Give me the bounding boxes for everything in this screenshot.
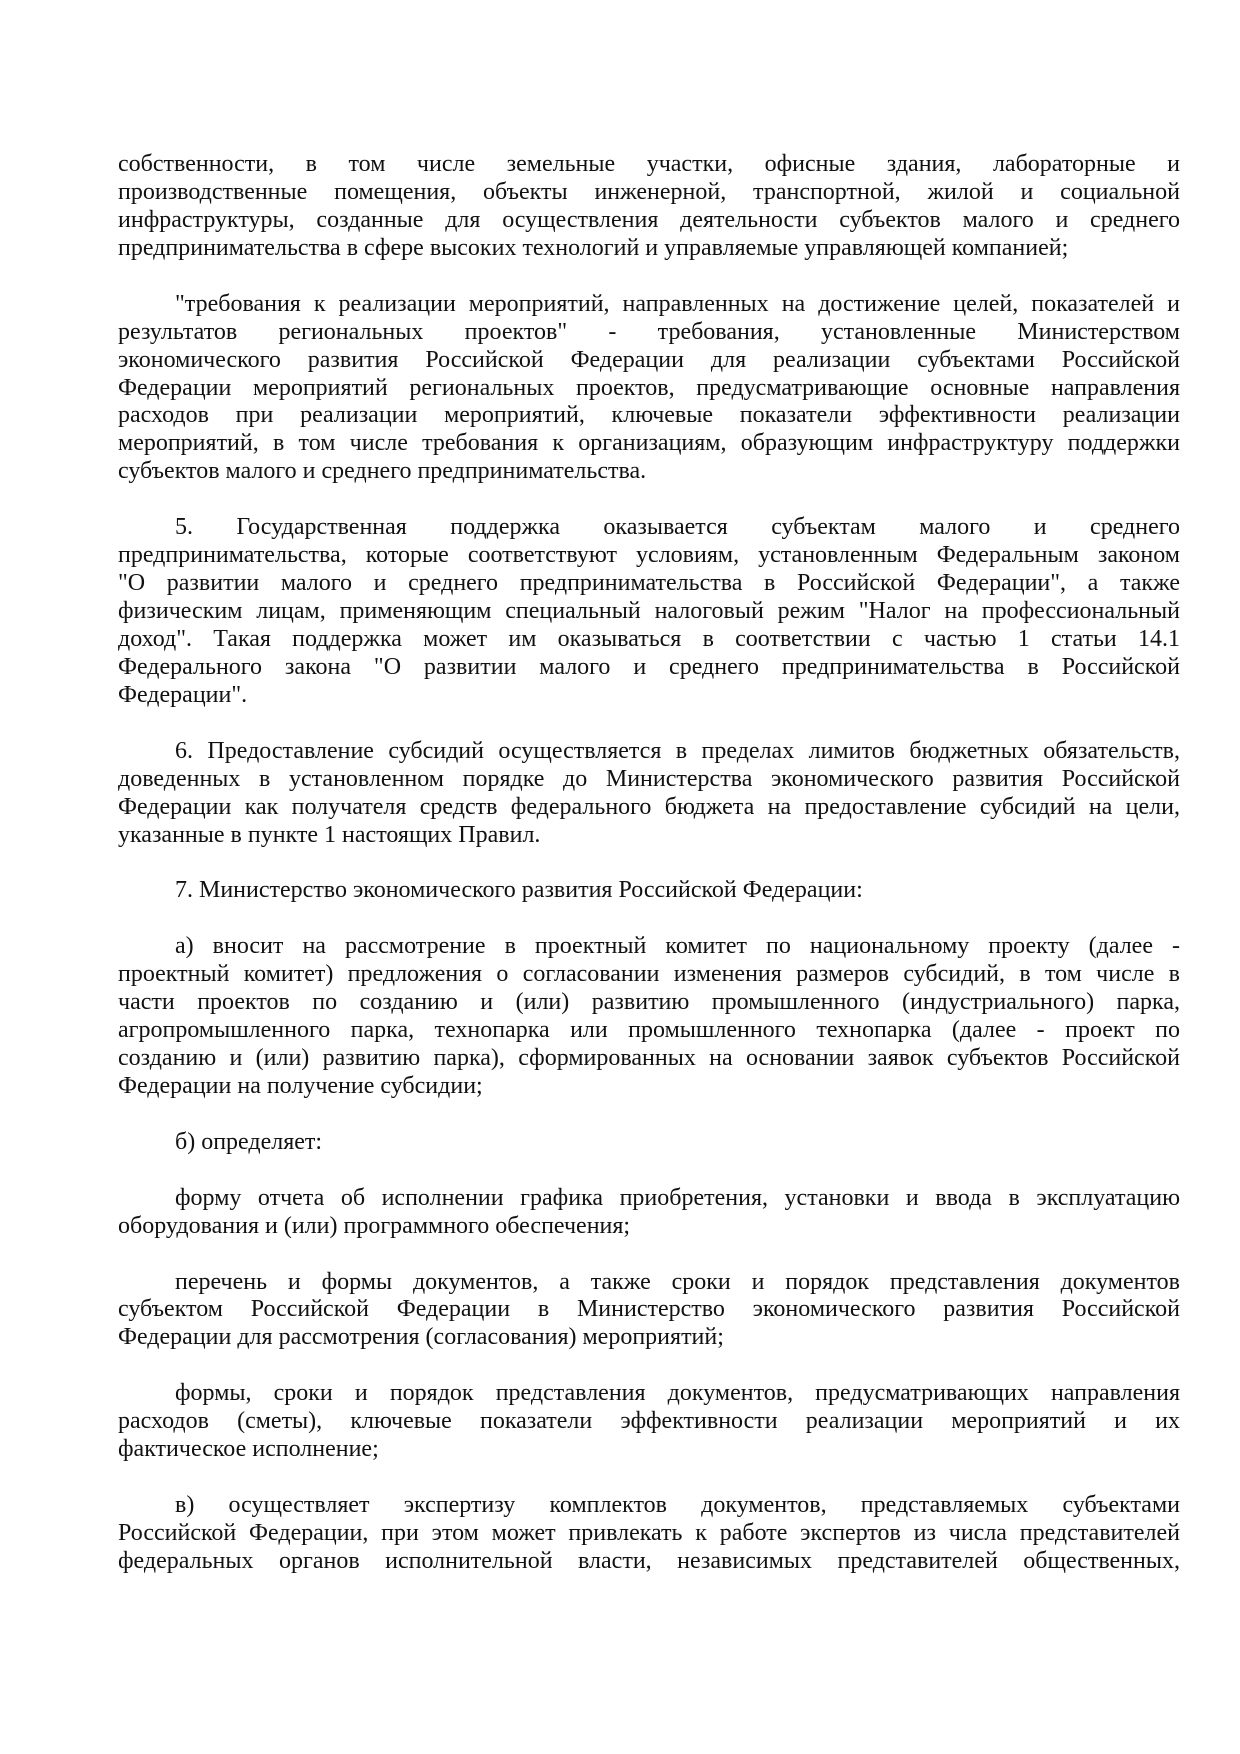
text-line: части проектов по созданию и (или) развитию промышленного (индустриального) парка, <box>118 989 1180 1016</box>
paragraph <box>118 933 1180 1101</box>
text-line: Федерации как получателя средств федерального бюджета на предоставление субсидий на цели, <box>118 793 1180 820</box>
text-line: форму отчета об исполнении графика приобретения, установки и ввода в эксплуатацию <box>175 1184 1180 1211</box>
text-line: Федерации для рассмотрения (согласования) мероприятий; <box>118 1324 724 1351</box>
text-line: в) осуществляет экспертизу комплектов документов, представляемых субъектами <box>175 1492 1180 1518</box>
text-line: Федерации мероприятий региональных проектов, предусматривающие основные направления <box>118 374 1180 401</box>
paragraph <box>118 1269 1180 1353</box>
text-line: созданию и (или) развитию парка), сформированных на основании заявок субъектов Российской <box>118 1045 1180 1071</box>
text-line: предпринимательства в сфере высоких технологий и управляемые управляющей компанией; <box>118 234 1069 261</box>
text-line: 6. Предоставление субсидий осуществляется в пределах лимитов бюджетных обязательств, <box>175 737 1180 764</box>
text-line: проектный комитет) предложения о согласовании изменения размеров субсидий, в том числе в <box>118 961 1180 988</box>
text-line: агропромышленного парка, технопарка или промышленного технопарка (далее - проект по <box>118 1017 1180 1044</box>
paragraph <box>118 1129 1180 1157</box>
paragraph <box>118 877 1180 905</box>
paragraph <box>118 738 1180 850</box>
text-line: предпринимательства, которые соответствуют условиям, установленным Федеральным законом <box>118 542 1180 569</box>
text-line: собственности, в том числе земельные участки, офисные здания, лабораторные и <box>118 151 1180 177</box>
text-line: доход". Такая поддержка может им оказываться в соответствии с частью 1 статьи 14.1 <box>118 625 1180 652</box>
paragraph <box>118 1380 1180 1464</box>
text-line: Федерации на получение субсидии; <box>118 1072 483 1099</box>
paragraph <box>118 514 1180 710</box>
text-line: мероприятий, в том числе требования к организациям, образующим инфраструктуру поддержки <box>118 430 1180 457</box>
text-line: производственные помещения, объекты инженерной, транспортной, жилой и социальной <box>118 178 1180 205</box>
document-page <box>118 151 1180 1604</box>
text-line: "требования к реализации мероприятий, направленных на достижение целей, показателей и <box>175 290 1180 317</box>
paragraph <box>118 291 1180 487</box>
text-line: субъектом Российской Федерации в Министерство экономического развития Российской <box>118 1296 1180 1323</box>
text-line: 5. Государственная поддержка оказывается субъектам малого и среднего <box>175 514 1180 541</box>
text-line: Российской Федерации, при этом может привлекать к работе экспертов из числа представителей <box>118 1519 1180 1546</box>
text-line: физическим лицам, применяющим специальный налоговый режим "Налог на профессиональный <box>118 598 1180 624</box>
text-line: оборудования и (или) программного обеспечения; <box>118 1212 631 1239</box>
text-line: указанные в пункте 1 настоящих Правил. <box>118 821 541 848</box>
text-line: экономического развития Российской Федерации для реализации субъектами Российской <box>118 346 1180 373</box>
text-line: 7. Министерство экономического развития Российской Федерации: <box>175 877 863 904</box>
text-line: б) определяет: <box>175 1128 323 1155</box>
text-line: фактическое исполнение; <box>118 1436 379 1463</box>
text-line: доведенных в установленном порядке до Министерства экономического развития Российской <box>118 765 1180 792</box>
text-line: инфраструктуры, созданные для осуществления деятельности субъектов малого и среднего <box>118 206 1180 233</box>
paragraph <box>118 1492 1180 1576</box>
text-line: расходов при реализации мероприятий, ключевые показатели эффективности реализации <box>118 402 1180 429</box>
text-line: Федерального закона "О развитии малого и среднего предпринимательства в Российской <box>118 653 1180 680</box>
text-line: результатов региональных проектов" - требования, установленные Министерством <box>118 318 1180 345</box>
text-line: расходов (сметы), ключевые показатели эффективности реализации мероприятий и их <box>118 1408 1180 1435</box>
text-line: формы, сроки и порядок представления документов, предусматривающих направления <box>175 1380 1180 1407</box>
text-line: федеральных органов исполнительной власти, независимых представителей общественных, <box>118 1547 1180 1574</box>
text-line: перечень и формы документов, а также сроки и порядок представления документов <box>175 1268 1180 1295</box>
text-line: "О развитии малого и среднего предпринимательства в Российской Федерации", а также <box>118 570 1180 597</box>
paragraph <box>118 151 1180 263</box>
text-line: Федерации". <box>118 681 248 708</box>
text-line: а) вносит на рассмотрение в проектный комитет по национальному проекту (далее - <box>175 933 1180 960</box>
text-line: субъектов малого и среднего предпринимательства. <box>118 458 647 485</box>
paragraph <box>118 1185 1180 1241</box>
